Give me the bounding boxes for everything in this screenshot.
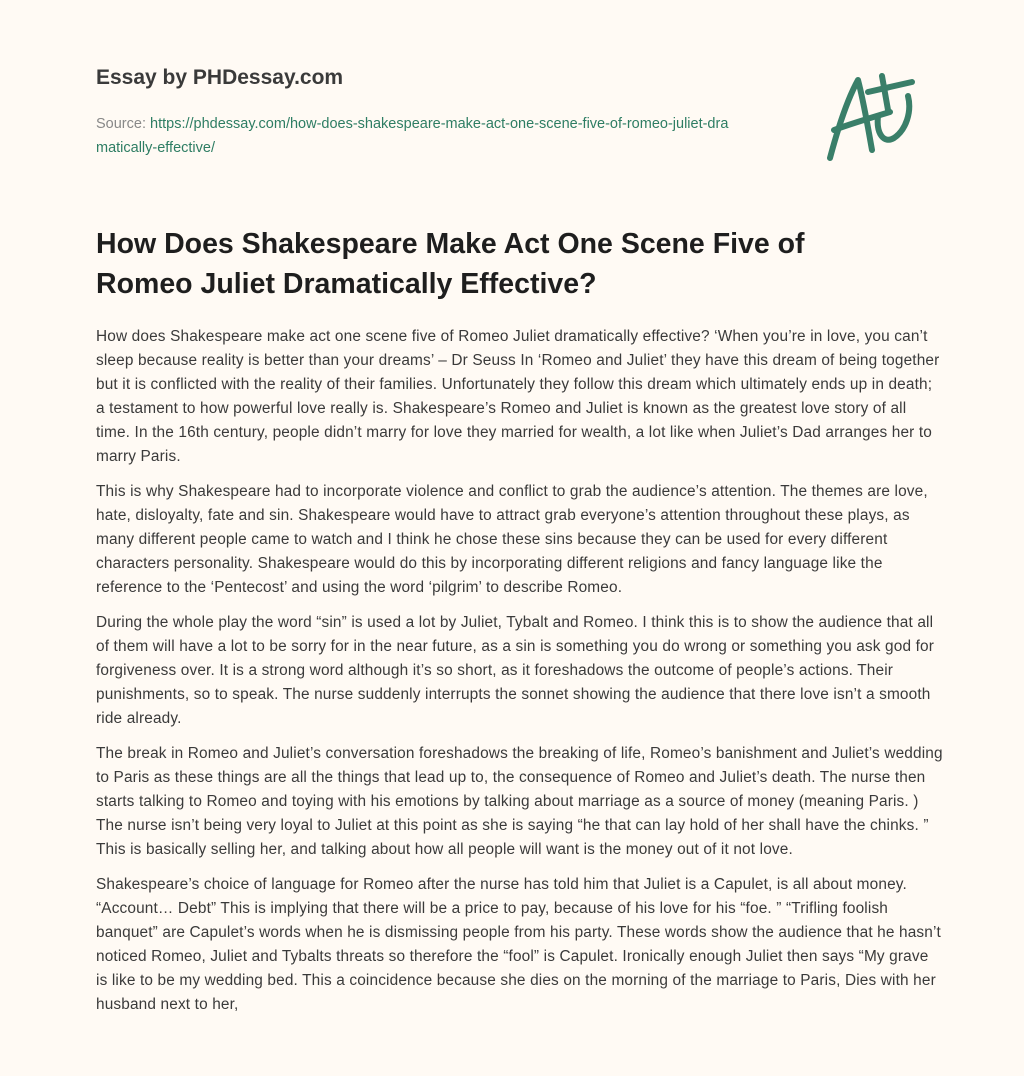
essay-body: [96, 325, 944, 1028]
source-line: [96, 112, 736, 160]
source-label: Source:: [96, 116, 146, 132]
site-brand: Essay by PHDessay.com: [96, 66, 344, 89]
paragraph: The break in Romeo and Juliet’s conversation foreshadows the breaking of life, Romeo’s banishment and Juliet’s wedding to Paris as these things are all the things that lead up to, the consequence of Romeo and Juliet’s death. The nurse then starts talking to Romeo and toying with his emotions by talking about marriage as a source of money (meaning Paris. ) The nurse isn’t being very loyal to Juliet at this point as she is saying “he that can lay hold of her shall have the chinks. ” This is basically selling her, and talking about how all people will want is the money out of it not love.: [96, 745, 943, 858]
paragraph: This is why Shakespeare had to incorporate violence and conflict to grab the audience’s attention. The themes are love, hate, disloyalty, fate and sin. Shakespeare would have to attract grab everyone’s attention throughout these plays, as many different people came to watch and I think he chose these sins because they can be used for every different characters personality. Shakespeare would do this by incorporating different religions and fancy language like the reference to the ‘Pentecost’ and using the word ‘pilgrim’ to describe Romeo.: [96, 483, 928, 596]
source-link[interactable]: https://phdessay.com/how-does-shakespeare-make-act-one-scene-five-of-romeo-juliet-dramatically-effective/: [96, 116, 729, 156]
a-plus-logo-icon: [820, 68, 930, 168]
essay-title: How Does Shakespeare Make Act One Scene Five of Romeo Juliet Dramatically Effective?: [96, 228, 805, 300]
paragraph: How does Shakespeare make act one scene five of Romeo Juliet dramatically effective? ‘When you’re in love, you can’t sleep because reality is better than your dreams’ – Dr Seuss In ‘Romeo and Juliet’ they have this dream of being together but it is conflicted with the reality of their families. Unfortunately they follow this dream which ultimately ends up in death; a testament to how powerful love really is. Shakespeare’s Romeo and Juliet is known as the greatest love story of all time. In the 16th century, people didn’t marry for love they married for wealth, a lot like when Juliet’s Dad arranges her to marry Paris.: [96, 328, 940, 465]
paragraph: During the whole play the word “sin” is used a lot by Juliet, Tybalt and Romeo. I think this is to show the audience that all of them will have a lot to be sorry for in the near future, as a sin is something you do wrong or something you ask god for forgiveness over. It is a strong word although it’s so short, as it foreshadows the outcome of people’s actions. Their punishments, so to speak. The nurse suddenly interrupts the sonnet showing the audience that there love isn’t a smooth ride already.: [96, 614, 935, 727]
paragraph: Shakespeare’s choice of language for Romeo after the nurse has told him that Juliet is a Capulet, is all about money. “Account… Debt” This is implying that there will be a price to pay, because of his love for his “foe. ” “Trifling foolish banquet” are Capulet’s words when he is dismissing people from his party. These words show the audience that he hasn’t noticed Romeo, Juliet and Tybalts threats so therefore the “fool” is Capulet. Ironically enough Juliet then says “My grave is like to be my wedding bed. This a coincidence because she dies on the morning of the marriage to Paris, Dies with her husband next to her,: [96, 876, 941, 1013]
